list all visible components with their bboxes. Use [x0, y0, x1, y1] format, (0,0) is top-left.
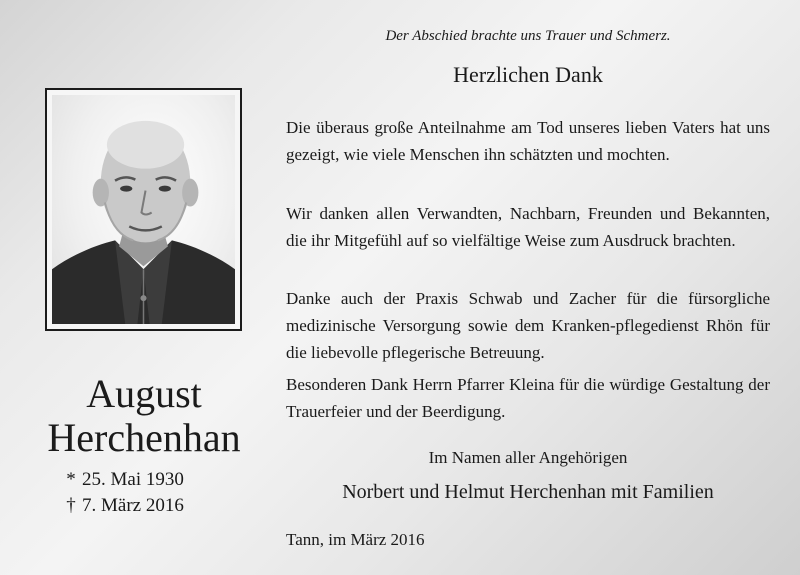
notice-heading: Herzlichen Dank	[453, 62, 603, 87]
deceased-first-name: August	[86, 371, 202, 416]
paragraph-praxis: Danke auch der Praxis Schwab und Zacher für die fürsorgliche medizinische Versorgung sowie dem Kranken-pflegedienst Rhön für die liebevolle pflegerische Betreuung.	[286, 289, 770, 362]
birth-symbol: *	[66, 469, 76, 490]
signatories: Norbert und Helmut Herchenhan mit Familien	[342, 481, 714, 503]
portrait-frame	[45, 88, 242, 331]
paragraph-verwandte: Wir danken allen Verwandten, Nachbarn, Freunden und Bekannten, die ihr Mitgefühl auf so vielfältige Weise zum Ausdruck brachten.	[286, 204, 770, 250]
portrait-illustration	[52, 95, 235, 324]
paragraph-pfarrer: Besonderen Dank Herrn Pfarrer Kleina für die würdige Gestaltung der Trauerfeier und der Beerdigung.	[286, 375, 770, 421]
birth-date: 25. Mai 1930	[82, 469, 184, 490]
paragraph-anteilnahme: Die überaus große Anteilnahme am Tod unseres lieben Vaters hat uns gezeigt, wie viele Menschen ihn schätzten und mochten.	[286, 118, 770, 164]
death-date: 7. März 2016	[82, 495, 184, 516]
notice-tagline: Der Abschied brachte uns Trauer und Schmerz.	[385, 28, 671, 44]
portrait-photo	[52, 95, 235, 324]
deceased-last-name: Herchenhan	[47, 415, 241, 460]
on-behalf-line: Im Namen aller Angehörigen	[428, 448, 628, 467]
death-date-line	[60, 493, 230, 519]
place-and-date: Tann, im März 2016	[286, 530, 425, 549]
death-symbol: †	[66, 495, 76, 516]
birth-date-line	[60, 467, 230, 493]
